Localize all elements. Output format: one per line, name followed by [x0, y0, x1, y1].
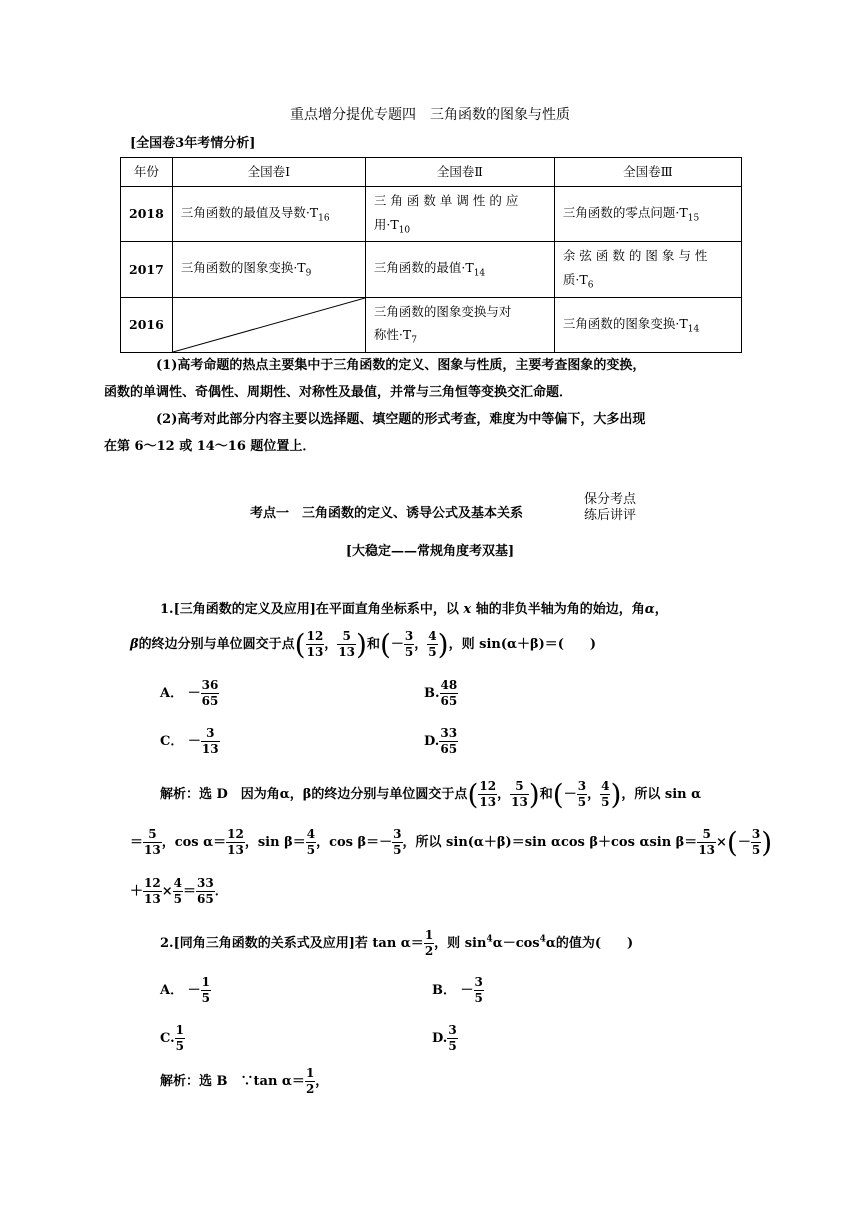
header-year: 年份 [121, 158, 173, 187]
question-2-option-c: C. $\frac{1}{5}$ [160, 1023, 185, 1053]
question-2-line: 2.[同角三角函数的关系式及应用]若 tan α＝ $\frac{1}{2}$ ，则 $\sin^4\alpha-\cos^4\alpha$的值为( ) [160, 928, 634, 958]
table-cell: 三角函数的最值及导数$\cdot T_{16}$ [172, 187, 365, 242]
exam-analysis-table [120, 157, 742, 353]
year-cell: 2018 [121, 187, 173, 242]
question-1-option-a: A． － $\frac{36}{65}$ [160, 678, 219, 708]
table-row [121, 297, 742, 352]
table-cell: 三角函数的零点问题$\cdot T_{15}$ [554, 187, 741, 242]
diagonal-line [173, 298, 365, 352]
table-header-row [121, 158, 742, 187]
question-2-option-d: D. $\frac{3}{5}$ [432, 1023, 457, 1053]
kaodian-title: 考点一 三角函数的定义、诱导公式及基本关系 [250, 506, 524, 521]
header-paper-2: 全国卷Ⅱ [365, 158, 554, 187]
year-cell: 2017 [121, 242, 173, 297]
note-2: (2)高考对此部分内容主要以选择题、填空题的形式考查，难度为中等偏下，大多出现 在第 6～12 或 14～16 题位置上． [104, 412, 646, 454]
table-cell: 三角函数的最值$\cdot T_{14}$ [365, 242, 554, 297]
question-1-solution-line-1: 解析：选 D 因为角α，β的终边分别与单位圆交于点( $\frac{12}{13}$ ， $\frac{5}{13}$ )和(－ $\frac{3}{5}$ ， $\frac{4}{5}$ )，所以 sin α [160, 778, 702, 811]
table-cell: 三角函数的图象变换与对 称性$\cdot T_7$ [365, 297, 554, 352]
question-2-option-a: A． － $\frac{1}{5}$ [160, 975, 210, 1005]
question-1-solution-line-3: ＋ $\frac{12}{13}$ × $\frac{4}{5}$ ＝ $\frac{33}{65}$ ． [130, 876, 228, 906]
header-paper-3: 全国卷Ⅲ [554, 158, 741, 187]
empty-diagonal-cell [172, 297, 365, 352]
question-1-solution-line-2: ＝ $\frac{5}{13}$ ，cos α＝ $\frac{12}{13}$ ，sin β＝ $\frac{4}{5}$ ，cos β＝－ $\frac{3}{5}$ ，所以 sin(α＋β)＝sin αcos β＋cos αsin β＝ $\frac{5}{13}$ ×(－ $\frac{3}{5}$ ) [130, 826, 773, 859]
question-2-solution: 解析：选 B ∵tan α＝ $\frac{1}{2}$ ， [160, 1066, 329, 1096]
question-1-option-d: D. $\frac{33}{65}$ [424, 726, 458, 756]
table-cell: 三角函数的图象变换$\cdot T_9$ [172, 242, 365, 297]
header-paper-1: 全国卷Ⅰ [172, 158, 365, 187]
question-2-option-b: B． － $\frac{3}{5}$ [432, 975, 483, 1005]
year-cell: 2016 [121, 297, 173, 352]
kaodian-subtitle: [大稳定——常规角度考双基] [345, 544, 515, 559]
page-title: 重点增分提优专题四 三角函数的图象与性质 [290, 107, 570, 123]
table-row [121, 242, 742, 297]
note-1: (1)高考命题的热点主要集中于三角函数的定义、图象与性质，主要考查图象的变换， 函数的单调性、奇偶性、周期性、对称性及最值，并常与三角恒等变换交汇命题． [104, 358, 646, 400]
table-cell: 三角函数的图象变换$\cdot T_{14}$ [554, 297, 741, 352]
table-cell: 余弦函数的图象与性 质$\cdot T_6$ [554, 242, 741, 297]
section-label: [全国卷3年考情分析] [130, 136, 256, 151]
question-1-line-1: 1.[三角函数的定义及应用]在平面直角坐标系中，以 x 轴的非负半轴为角的始边，角α， [160, 602, 668, 617]
question-1-line-2: β的终边分别与单位圆交于点( $\frac{12}{13}$ ， $\frac{5}{13}$ )和(－ $\frac{3}{5}$ ， $\frac{4}{5}$ )，则 sin(α＋β)＝( ) [130, 628, 597, 661]
question-1-option-b: B. $\frac{48}{65}$ [424, 678, 458, 708]
kaodian-side-label: 保分考点 练后讲评 [584, 492, 637, 523]
question-1-option-c: C． － $\frac{3}{13}$ [160, 726, 219, 756]
table-cell: 三角函数单调性的应 用$\cdot T_{10}$ [365, 187, 554, 242]
table-row [121, 187, 742, 242]
